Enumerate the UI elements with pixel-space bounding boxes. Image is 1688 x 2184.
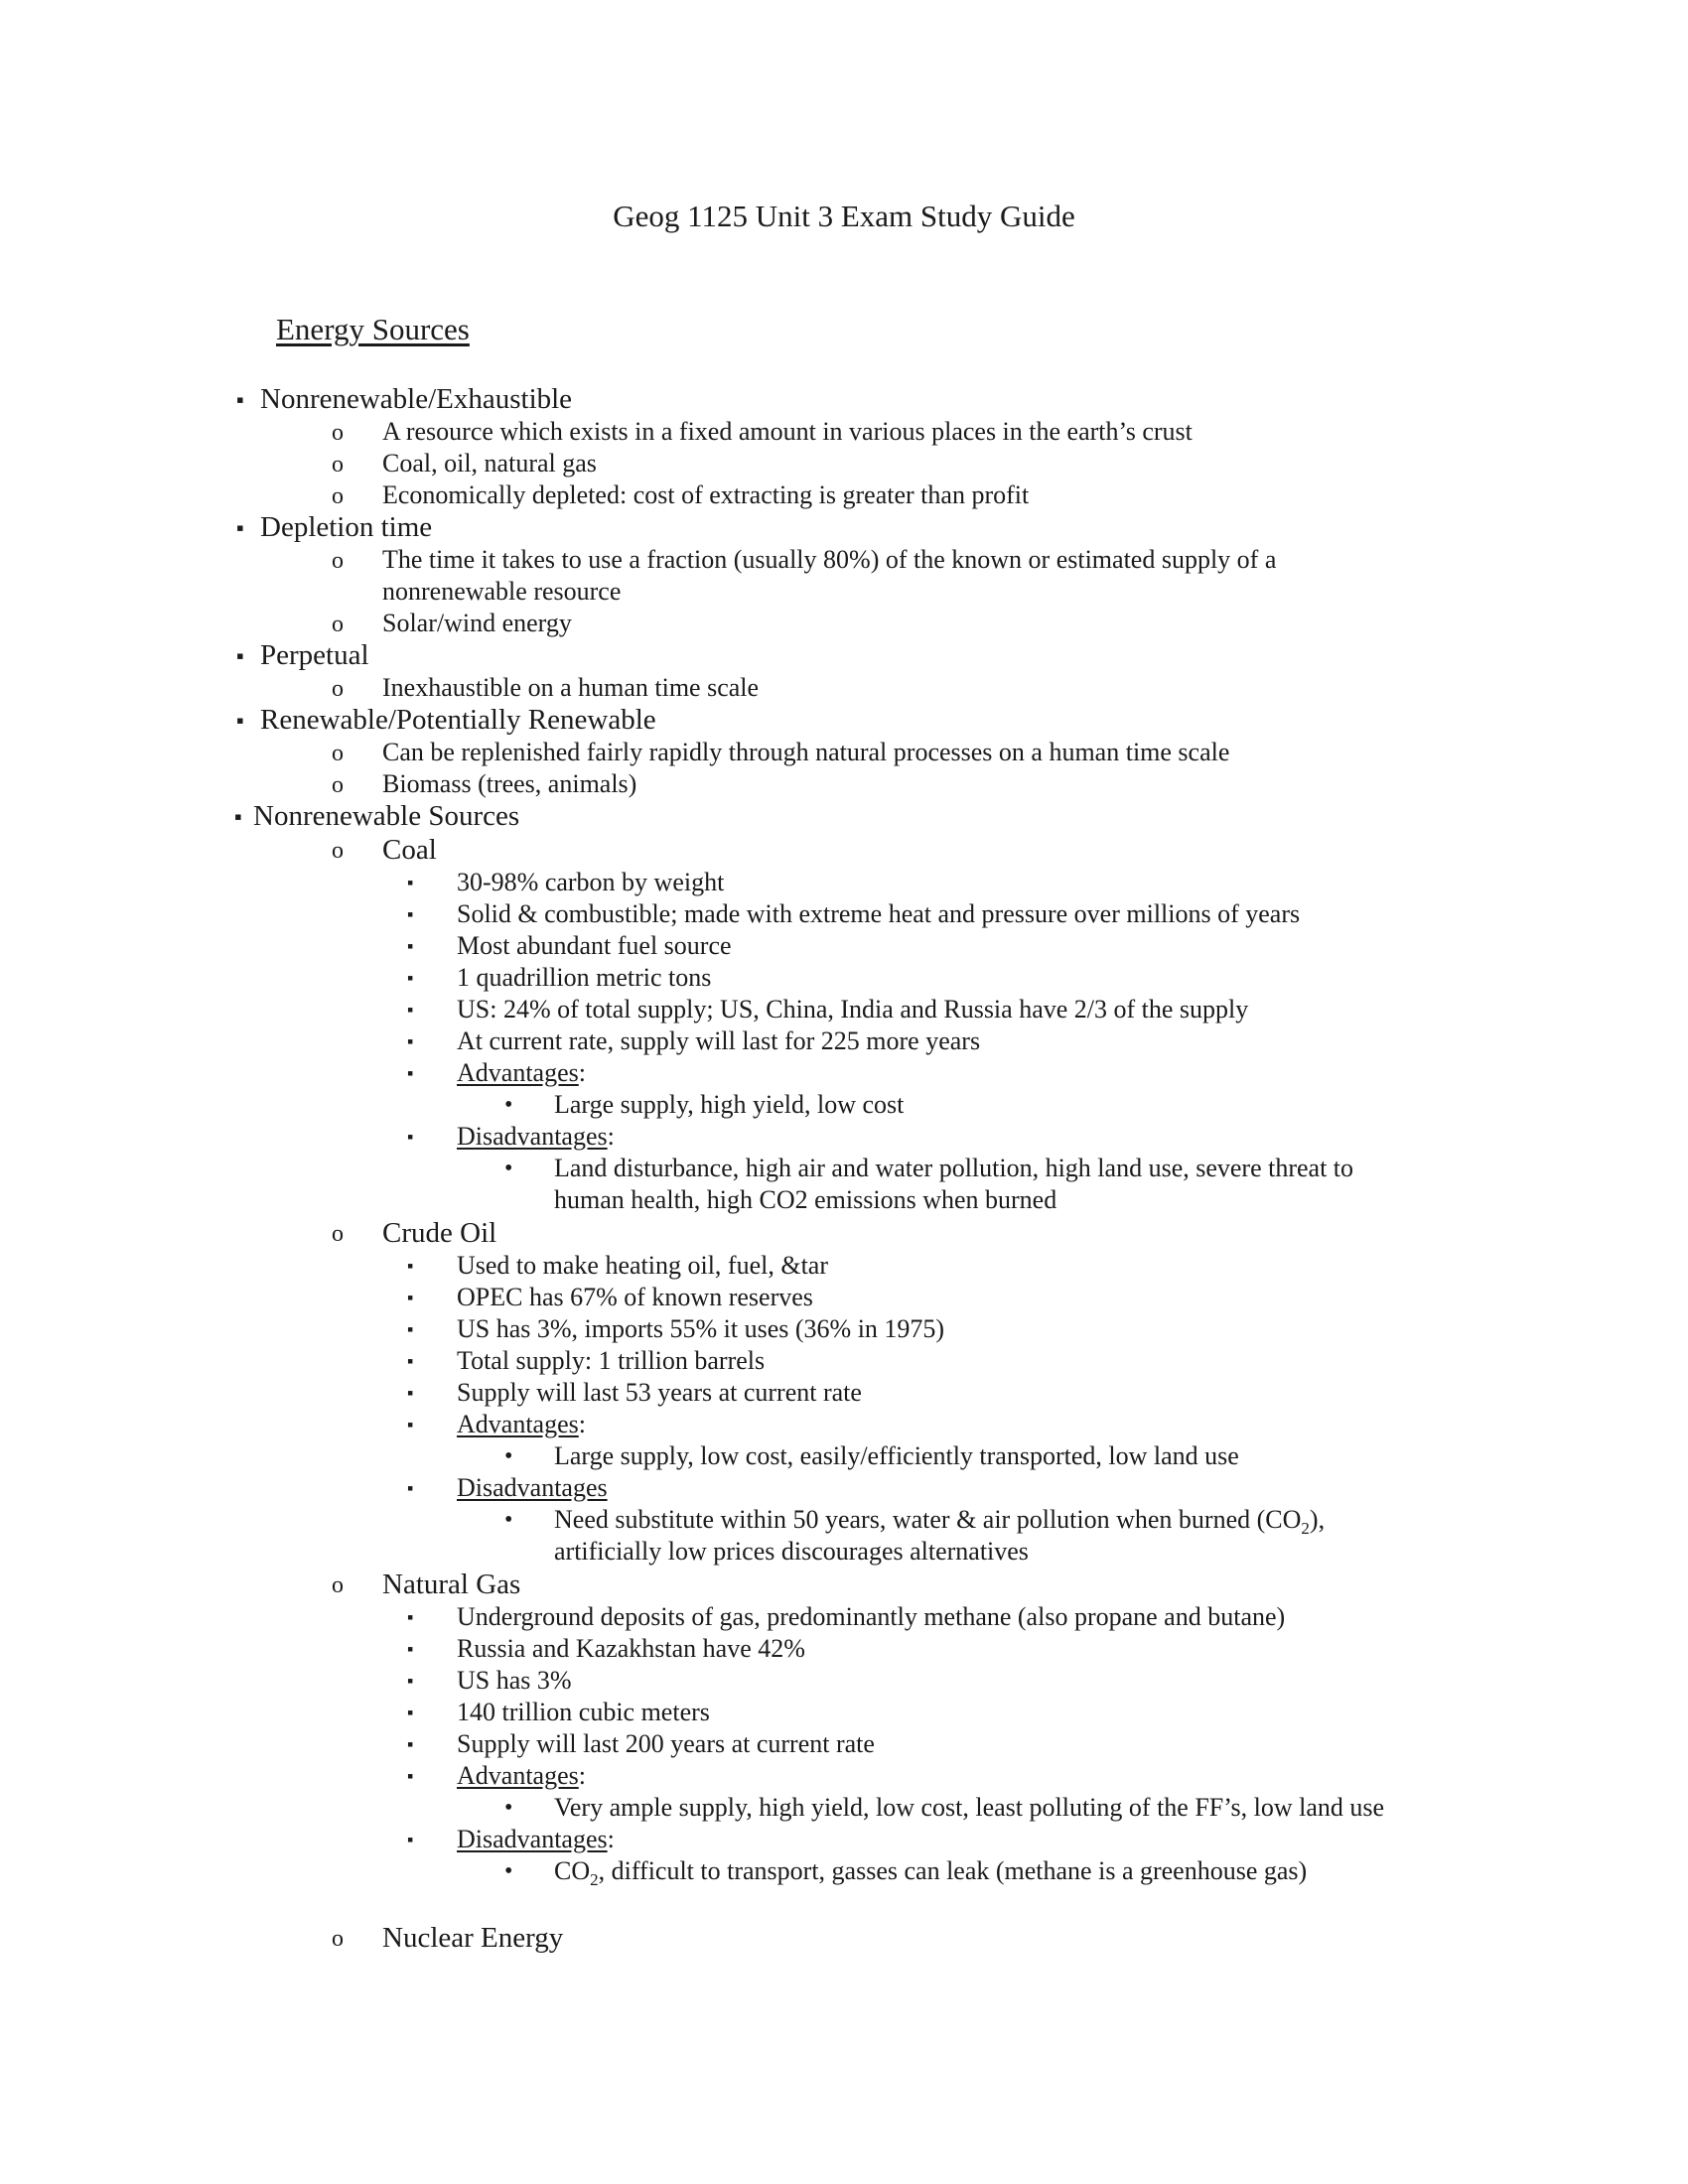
dot-bullet: • [504,1858,513,1884]
source-crude-oil [0,1216,1375,1250]
list-item: ▪ 140 trillion cubic meters [407,1698,710,1726]
disadvantages-heading: ▪ Disadvantages: [407,1122,615,1151]
list-item: ▪ Russia and Kazakhstan have 42% [407,1634,805,1663]
square-bullet: ▪ [407,968,414,988]
list-item: ▪ Most abundant fuel source [407,931,732,960]
square-bullet: ▪ [234,804,242,829]
advantages-heading: ▪ Advantages: [407,1058,586,1087]
square-bullet: ▪ [407,1256,414,1276]
source-label: Nuclear Energy [382,1922,564,1954]
square-bullet: ▪ [407,1478,414,1498]
term-label: Perpetual [260,639,369,671]
list-item: o Inexhaustible on a human time scale [0,672,1375,704]
list-item: o Coal, oil, natural gas [0,448,1375,479]
square-bullet: ▪ [407,1127,414,1147]
term-label: Depletion time [260,511,433,543]
circle-bullet: o [332,452,344,478]
square-bullet: ▪ [236,387,244,412]
list-item: ▪ US: 24% of total supply; US, China, India and Russia have 2/3 of the supply [407,995,1249,1024]
source-label: Crude Oil [382,1217,497,1249]
list-item: • $CO_2$, difficult to transport, gasses can leak (methane is a greenhouse gas) [504,1856,1308,1890]
dot-bullet: • [504,1156,513,1181]
list-item: ▪ Used to make heating oil, fuel, &tar [407,1251,829,1280]
source-natural-gas [0,1568,1375,1601]
list-item: o A resource which exists in a fixed amount in various places in the earth’s crust [0,416,1375,448]
list-item: ▪ Total supply: 1 trillion barrels [407,1346,766,1375]
list-item: ▪ Underground deposits of gas, predominantly methane (also propane and butane) [407,1602,1286,1631]
square-bullet: ▪ [407,936,414,956]
square-bullet: ▪ [236,643,244,668]
term-renewable [0,704,1688,737]
term-nonrenewable-sources [0,800,1688,833]
dot-bullet: • [504,1092,513,1118]
circle-bullet: o [332,420,344,446]
square-bullet: ▪ [407,1000,414,1020]
list-item: o Economically depleted: cost of extracting is greater than profit [0,479,1375,511]
list-item: o Biomass (trees, animals) [0,768,1375,800]
term-label: Renewable/Potentially Renewable [260,704,656,736]
list-item: • Large supply, high yield, low cost [504,1090,905,1119]
square-bullet: ▪ [407,1031,414,1051]
list-item: ▪ US has 3%, imports 55% it uses (36% in 1975) [407,1314,945,1343]
square-bullet: ▪ [236,515,244,540]
dot-bullet: • [504,1443,513,1469]
square-bullet: ▪ [407,904,414,924]
spacer [0,1887,1688,1921]
disadvantages-heading: ▪ Disadvantages [407,1473,608,1502]
term-depletion-time [0,511,1688,544]
circle-bullet: o [332,612,344,637]
list-item: ▪ Supply will last 53 years at current rate [407,1378,862,1407]
list-item: ▪ Supply will last 200 years at current rate [407,1729,875,1758]
list-item: ▪ At current rate, supply will last for 225 more years [407,1026,981,1055]
dot-bullet: • [504,1795,513,1821]
term-perpetual [0,639,1688,672]
list-item: • Need substitute within 50 years, water & air pollution when burned $(CO_2)$, artificially low prices discourages alternatives [504,1505,1326,1566]
circle-bullet: o [332,676,344,702]
square-bullet: ▪ [407,873,414,892]
list-item: ▪ Solid & combustible; made with extreme heat and pressure over millions of years [407,899,1301,928]
advantages-heading: ▪ Advantages: [407,1410,586,1438]
advantages-heading: ▪ Advantages: [407,1761,586,1790]
source-coal [0,833,1375,867]
disadvantages-heading: ▪ Disadvantages: [407,1825,615,1853]
list-item: • Land disturbance, high air and water pollution, high land use, severe threat to human health, high CO2 emissions when burned [504,1154,1354,1214]
square-bullet: ▪ [407,1351,414,1371]
list-item: ▪ US has 3% [407,1666,572,1695]
list-item: o Solar/wind energy [0,608,1375,639]
circle-bullet: o [332,548,344,574]
circle-bullet: o [332,838,344,864]
circle-bullet: o [332,1221,344,1247]
page-title: Geog 1125 Unit 3 Exam Study Guide [613,199,1075,233]
square-bullet: ▪ [407,1671,414,1691]
list-item: • Large supply, low cost, easily/efficiently transported, low land use [504,1441,1239,1470]
circle-bullet: o [332,1572,344,1598]
list-item: • Very ample supply, high yield, low cost, least polluting of the FF’s, low land use [504,1793,1385,1822]
source-label: Natural Gas [382,1569,521,1600]
term-label: Nonrenewable/Exhaustible [260,383,573,415]
list-item: o The time it takes to use a fraction (usually 80%) of the known or estimated supply of a nonrenewable resource [332,545,1277,606]
outline [0,383,1688,1955]
term-label: Nonrenewable Sources [253,800,520,832]
list-item: ▪ 30-98% carbon by weight [407,868,725,896]
square-bullet: ▪ [407,1766,414,1786]
square-bullet: ▪ [407,1703,414,1722]
term-nonrenewable [0,383,1688,416]
list-item: ▪ 1 quadrillion metric tons [407,963,712,992]
square-bullet: ▪ [407,1415,414,1434]
dot-bullet: • [504,1507,513,1533]
circle-bullet: o [332,1926,344,1952]
square-bullet: ▪ [407,1639,414,1659]
square-bullet: ▪ [407,1734,414,1754]
section-heading: Energy Sources [276,312,470,346]
square-bullet: ▪ [407,1383,414,1403]
circle-bullet: o [332,741,344,766]
list-item: ▪ OPEC has 67% of known reserves [407,1283,813,1311]
square-bullet: ▪ [407,1607,414,1627]
source-nuclear-energy [0,1921,1375,1955]
square-bullet: ▪ [407,1830,414,1849]
square-bullet: ▪ [236,708,244,733]
square-bullet: ▪ [407,1319,414,1339]
circle-bullet: o [332,772,344,798]
circle-bullet: o [332,483,344,509]
source-label: Coal [382,834,437,866]
square-bullet: ▪ [407,1063,414,1083]
square-bullet: ▪ [407,1288,414,1307]
list-item: o Can be replenished fairly rapidly through natural processes on a human time scale [0,737,1375,768]
